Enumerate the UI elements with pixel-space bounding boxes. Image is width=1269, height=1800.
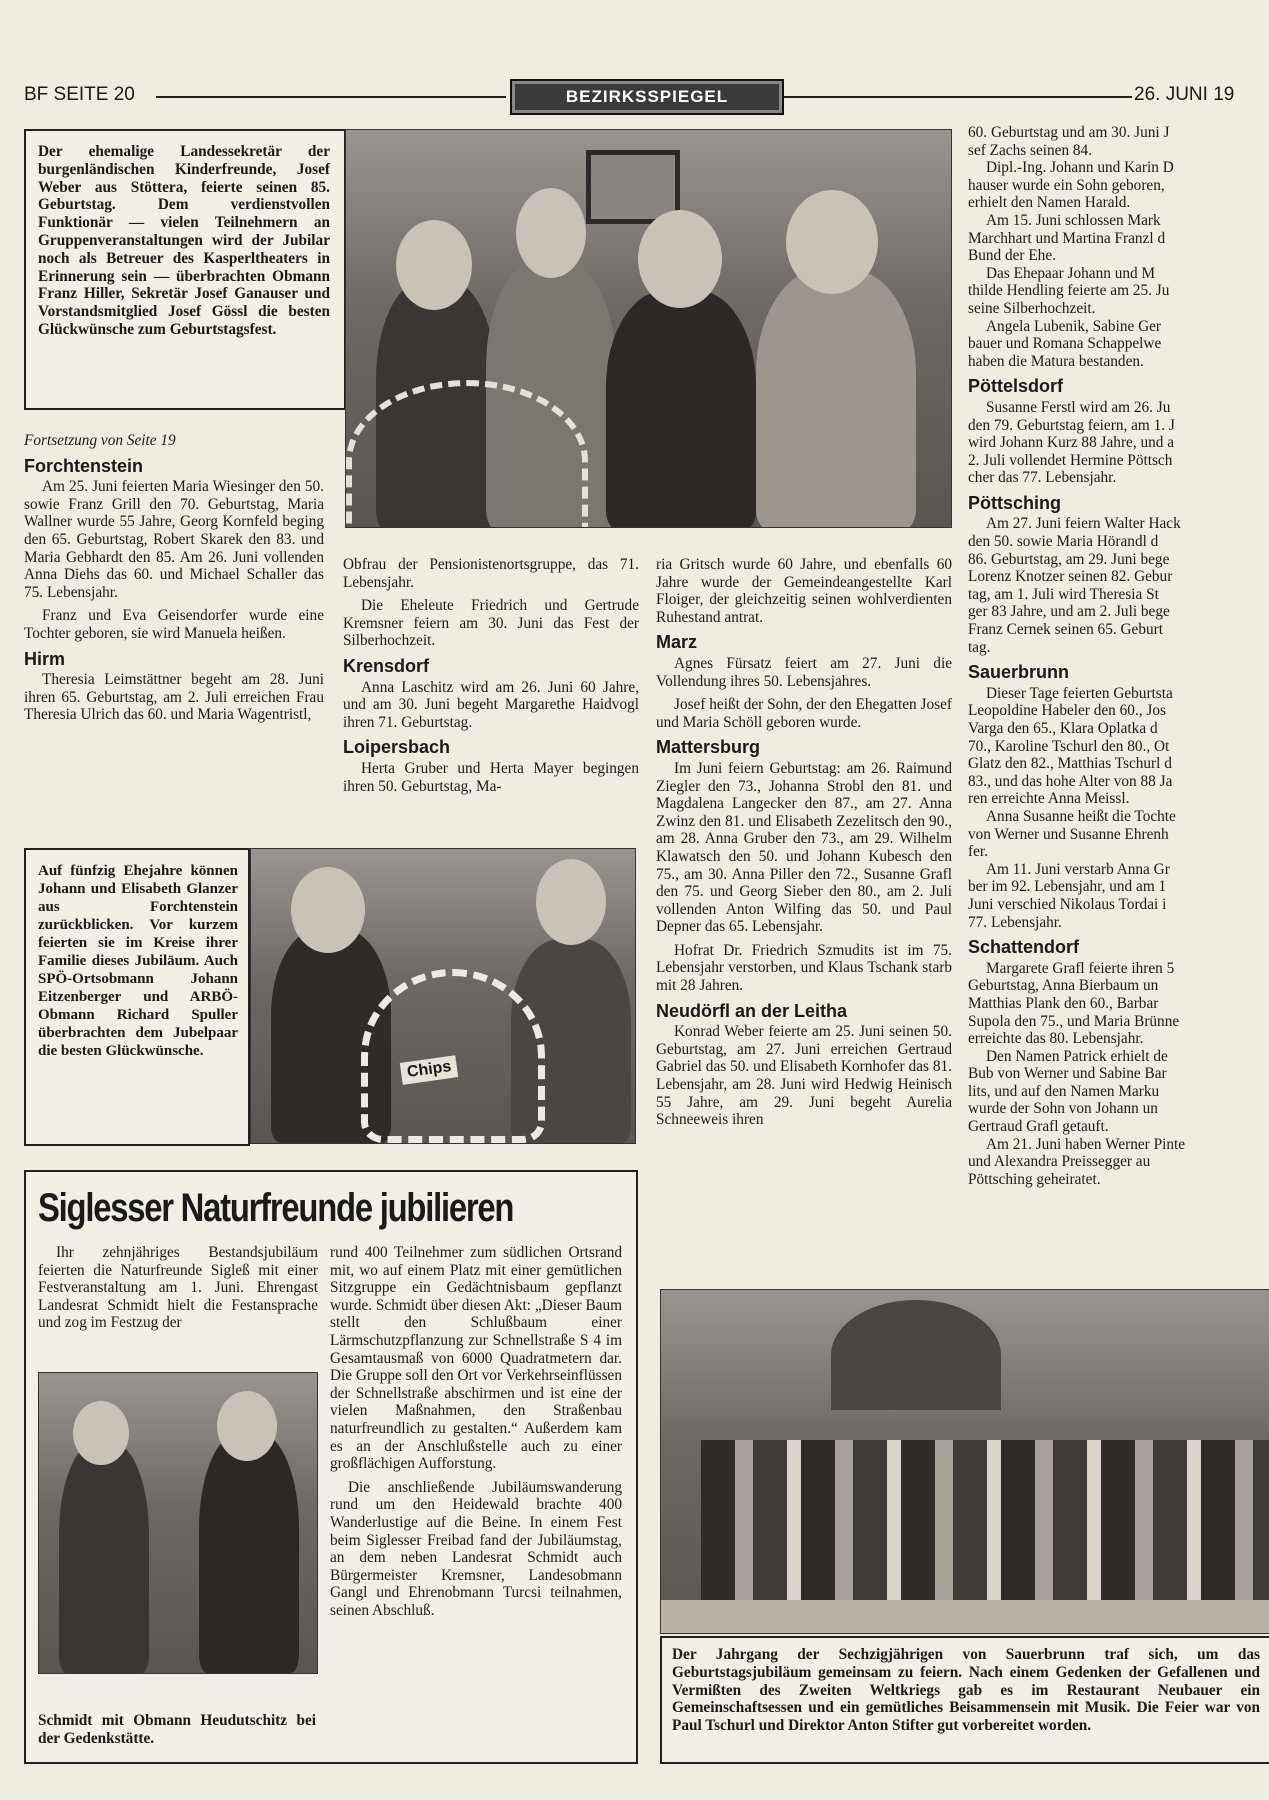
cake-label: Chips	[400, 1055, 459, 1085]
issue-date: 26. JUNI 19	[1134, 84, 1235, 105]
photo-schmidt-heudutschitz	[38, 1372, 318, 1674]
line: Leopoldine Habeler den 60., Jos	[968, 702, 1166, 720]
gift-basket	[346, 380, 588, 528]
paragraph: Die Eheleute Friedrich und Gertrude Kremsner feiern am 30. Juni das Fest der Silberhochzeit.	[343, 597, 639, 650]
line: erhielt den Namen Harald.	[968, 194, 1131, 212]
column-3	[656, 556, 952, 1135]
paragraph: Am 25. Juni feierten Maria Wiesinger den 50. sowie Franz Grill den 70. Geburtstag, Maria Wallner wurde 55 Jahre, Georg Kornfeld beging den 65. Geburtstag, Robert Skarek den 83. und Maria Gebhardt den 85. Am 26. Juni vollenden Anna Diehs das 60. und Michael Schaller das 75. Lebensjahr.	[24, 478, 324, 601]
heading-sauerbrunn: Sauerbrunn	[968, 662, 1070, 683]
heading-mattersburg: Mattersburg	[656, 737, 761, 758]
wife-head	[536, 859, 606, 945]
line: Glatz den 82., Matthias Tschurl d	[968, 755, 1172, 773]
heading-poettsching: Pöttsching	[968, 492, 1061, 513]
line: Am 11. Juni verstarb Anna Gr	[986, 860, 1170, 878]
line: Dieser Tage feierten Geburtsta	[986, 684, 1173, 702]
line: und Alexandra Preissegger au	[968, 1153, 1151, 1171]
line: ren erreichte Anna Meissl.	[968, 790, 1130, 808]
person-3	[606, 290, 756, 528]
line: Juni verschied Nikolaus Tordai i	[968, 895, 1167, 913]
heading-neudoerfl: Neudörfl an der Leitha	[656, 1000, 848, 1021]
line: 70., Karoline Tschurl den 80., Ot	[968, 737, 1170, 755]
person-2-head	[516, 188, 586, 278]
paragraph: Agnes Fürsatz feiert am 27. Juni die Vollendung ihres 50. Lebensjahres.	[656, 654, 952, 690]
line: Matthias Plank den 60., Barbar	[968, 994, 1159, 1012]
building	[831, 1300, 1001, 1410]
line: Lorenz Knotzer seinen 82. Gebur	[968, 568, 1173, 586]
mid-caption-box	[24, 848, 250, 1146]
line: Dipl.-Ing. Johann und Karin D	[986, 159, 1174, 177]
person-1-head	[396, 220, 472, 310]
person-left-head	[73, 1401, 129, 1465]
paragraph: Im Juni feiern Geburtstag: am 26. Raimund Ziegler den 73., Johanna Strobl den 81. und Magdalena Langecker den 87., am 27. Anna Zwinz den 81. und Elisabeth Zezelitsch den 90., am 28. Anna Gruber den 73., am 29. Wilhelm Klawatsch den 50. und Johann Kubesch den 75., am 30. Anna Piller den 72., Susanne Grafl den 75. und Georg Sieber den 80., am 2. Juli vollenden Anton Wilfing das 50. und Paul Depner das 65. Lebensjahr.	[656, 759, 952, 936]
line: cher das 77. Lebensjahr.	[968, 469, 1117, 487]
line: Am 27. Juni feiern Walter Hack	[986, 515, 1181, 533]
line: Am 21. Juni haben Werner Pinte	[986, 1135, 1186, 1153]
line: 2. Juli vollendet Hermine Pöttsch	[968, 451, 1173, 469]
line: fer.	[968, 843, 988, 861]
siglesser-column-1	[38, 1244, 318, 1338]
heading-poettelsdorf: Pöttelsdorf	[968, 376, 1064, 397]
person-left	[59, 1443, 149, 1673]
line: Franz Cernek seinen 65. Geburt	[968, 621, 1163, 639]
line: wird Johann Kurz 88 Jahre, und a	[968, 434, 1175, 452]
group-people	[701, 1440, 1269, 1600]
line: von Werner und Susanne Ehrenh	[968, 825, 1169, 843]
heading-krensdorf: Krensdorf	[343, 655, 430, 676]
photo-weber-birthday	[345, 129, 952, 528]
siglesser-column-2	[330, 1244, 622, 1625]
heading-schattendorf: Schattendorf	[968, 937, 1080, 958]
line: Margarete Grafl feierte ihren 5	[986, 959, 1175, 977]
line: Das Ehepaar Johann und M	[986, 264, 1156, 282]
paragraph: Franz und Eva Geisendorfer wurde eine Tochter geboren, sie wird Manuela heißen.	[24, 607, 324, 642]
line: 77. Lebensjahr.	[968, 913, 1062, 931]
line: den 50. sowie Maria Hörandl d	[968, 533, 1159, 551]
paragraph: Herta Gruber und Herta Mayer begingen ihren 50. Geburtstag, Ma-	[343, 759, 639, 795]
heading-forchtenstein: Forchtenstein	[24, 455, 144, 476]
photo-glanzer-couple	[250, 848, 636, 1144]
heading-hirm: Hirm	[24, 648, 66, 669]
line: ber im 92. Lebensjahr, und am 1	[968, 878, 1167, 896]
page-number: BF SEITE 20	[24, 84, 135, 105]
line: lits, und auf den Namen Marku	[968, 1082, 1160, 1100]
section-masthead: BEZIRKSSPIEGEL	[510, 79, 784, 115]
husband-head	[291, 867, 365, 953]
line: sef Zachs seinen 84.	[968, 141, 1093, 159]
paragraph: Theresia Leimstättner begeht am 28. Juni ihren 65. Geburtstag, am 2. Juli erreichen Frau Theresia Ulrich das 60. und Maria Wagentristl,	[24, 671, 324, 724]
line: Supola den 75., und Maria Brünne	[968, 1012, 1180, 1030]
line: Susanne Ferstl wird am 26. Ju	[986, 398, 1171, 416]
column-1	[24, 432, 324, 730]
line: tag.	[968, 638, 991, 656]
paragraph: Josef heißt der Sohn, der den Ehegatten Josef und Maria Schöll geboren wurde.	[656, 696, 952, 731]
person-3-head	[638, 210, 722, 308]
sauerbrunn-caption-box	[660, 1636, 1269, 1764]
siglesser-photo-caption: Schmidt mit Obmann Heudutschitz bei der Gedenkstätte.	[38, 1712, 316, 1747]
line: 86. Geburtstag, am 29. Juni bege	[968, 550, 1170, 568]
siglesser-headline: Siglesser Naturfreunde jubilieren	[38, 1186, 514, 1230]
header-rule-left	[156, 96, 506, 98]
line: wurde der Sohn von Johann un	[968, 1100, 1158, 1118]
header-rule-right	[784, 96, 1132, 98]
paragraph: Konrad Weber feierte am 25. Juni seinen 50. Geburtstag, am 27. Juni erreichen Gertraud Gabriel das 50. und Elisabeth Kornhofer das 81. Lebensjahr, am 28. Juni wird Hedwig Heinisch 55 Jahre, am 29. Juni begeht Aurelia Schneeweis ihren	[656, 1023, 952, 1129]
line: tag, am 1. Juli wird Theresia St	[968, 585, 1159, 603]
paragraph: rund 400 Teilnehmer zum südlichen Ortsrand mit, wo auf einem Platz mit einer gemütlichen Sitzgruppe ein Gedächtnisbaum gepflanzt wurde. Schmidt über diesen Akt: „Dieser Baum stellt den Schlußbaum einer Lärmschutzpflanzung zur Schnellstraße S 4 im Gesamtausmaß von 6000 Quadratmetern dar. Die Gruppe soll den Ort vor Verkehrseinflüssen der Schnellstraße abschirmen und ist eine der vielen Maßnahmen, den Straßenbau naturfreundlich zu gestalten.“ Außerdem kam es an der Anschlußstelle auch zu einer großflächigen Aufforstung.	[330, 1244, 622, 1473]
line: 60. Geburtstag und am 30. Juni J	[968, 124, 1170, 141]
line: Geburtstag, Anna Bierbaum un	[968, 977, 1159, 995]
sauerbrunn-caption-text: Der Jahrgang der Sechzigjährigen von Sauerbrunn traf sich, um das Geburtstagsjubiläum gemeinsam zu feiern. Nach einem Gedenken der Gefallenen und Vermißten des Zweiten Weltkriegs gab es im Restaurant Neubauer ein Gemeinschaftsessen und ein gemütliches Beisammensein mit Musik. Die Feier war von Paul Tschurl und Direktor Anton Stifter gut vorbereitet worden.	[672, 1646, 1260, 1735]
line: Bub von Werner und Sabine Bar	[968, 1065, 1167, 1083]
paragraph: Die anschließende Jubiläumswanderung rund um den Heidewald brachte 400 Wanderlustige auf die Beine. In einem Fest beim Siglesser Freibad fand der Jubiläumstag, an dem neben Landesrat Schmidt auch Bürgermeister Kremsner, Landesobmann Gangl und Ehrenobmann Turcsi teilnahmen, seinen Abschluß.	[330, 1478, 622, 1619]
line: Bund der Ehe.	[968, 247, 1056, 265]
line: bauer und Romana Schappelwe	[968, 335, 1162, 353]
ground	[661, 1600, 1269, 1633]
line: Angela Lubenik, Sabine Ger	[986, 317, 1162, 335]
line: Anna Susanne heißt die Tochte	[986, 807, 1176, 825]
paragraph: ria Gritsch wurde 60 Jahre, und ebenfalls 60 Jahre wurde der Gemeindeangestellte Karl Floiger, der gleichzeitig seinen wohlverdienten Ruhestand antrat.	[656, 556, 952, 626]
line: Am 15. Juni schlossen Mark	[986, 211, 1161, 229]
column-2	[343, 556, 639, 801]
line: den 79. Geburtstag feiern, am 1. J	[968, 416, 1175, 434]
line: erreichte das 80. Lebensjahr.	[968, 1030, 1144, 1048]
continuation-note: Fortsetzung von Seite 19	[24, 432, 176, 449]
line: ger 83 Jahre, und am 2. Juli bege	[968, 603, 1170, 621]
person-4-head	[786, 190, 878, 294]
paragraph: Anna Laschitz wird am 26. Juni 60 Jahre, und am 30. Juni begeht Margarethe Haidvogl ihren 71. Geburtstag.	[343, 678, 639, 731]
line: Marchhart und Martina Franzl d	[968, 229, 1166, 247]
top-caption-box	[24, 129, 346, 410]
person-right-head	[217, 1391, 277, 1461]
line: Varga den 65., Klara Oplatka d	[968, 720, 1158, 737]
line: haben die Matura bestanden.	[968, 352, 1144, 370]
line: thilde Hendling feierte am 25. Ju	[968, 282, 1170, 300]
heading-marz: Marz	[656, 632, 698, 653]
line: 83., und das hohe Alter von 88 Ja	[968, 772, 1173, 790]
siglesser-article-box	[24, 1170, 638, 1764]
paragraph: Ihr zehnjähriges Bestandsjubiläum feierten die Naturfreunde Sigleß mit einer Festveranstaltung am 1. Juni. Ehrengast Landesrat Schmidt hielt die Festansprache und zog im Festzug der	[38, 1244, 318, 1332]
line: Den Namen Patrick erhielt de	[986, 1047, 1168, 1065]
person-right	[199, 1433, 299, 1673]
mid-caption-text: Auf fünfzig Ehejahre können Johann und Elisabeth Glanzer aus Forchtenstein zurückblicken. Vor kurzem feierten sie im Kreise ihrer Familie dieses Jubiläum. Auch SPÖ-Ortsobmann Johann Eitzenberger und ARBÖ-Obmann Richard Spuller überbrachten dem Jubelpaar die besten Glückwünsche.	[38, 863, 238, 1059]
heading-loipersbach: Loipersbach	[343, 737, 451, 758]
photo-sauerbrunn-group	[660, 1289, 1269, 1634]
paragraph: Hofrat Dr. Friedrich Szmudits ist im 75. Lebensjahr verstorben, und Klaus Tschank starb mit 28 Jahren.	[656, 941, 952, 995]
line: Pöttsching geheiratet.	[968, 1170, 1101, 1188]
paragraph: Obfrau der Pensionistenortsgruppe, das 71. Lebensjahr.	[343, 556, 639, 591]
line: seine Silberhochzeit.	[968, 299, 1096, 317]
person-4	[756, 270, 916, 528]
column-4	[968, 124, 1268, 1188]
top-caption-text: Der ehemalige Landessekretär der burgenländischen Kinderfreunde, Josef Weber aus Stöttera, feierte seinen 85. Geburtstag. Dem verdienstvollen Funktionär — vielen Teilnehmern an Gruppenveranstaltungen wird der Jubilar noch als Betreuer des Kasperltheaters in Erinnerung sein — überbrachten Obmann Franz Hiller, Sekretär Josef Ganauser und Vorstandsmitglied Josef Gössl die besten Glückwünsche zum Geburtstagsfest.	[38, 143, 330, 338]
line: Gertraud Grafl getauft.	[968, 1118, 1109, 1136]
line: hauser wurde ein Sohn geboren,	[968, 176, 1165, 194]
